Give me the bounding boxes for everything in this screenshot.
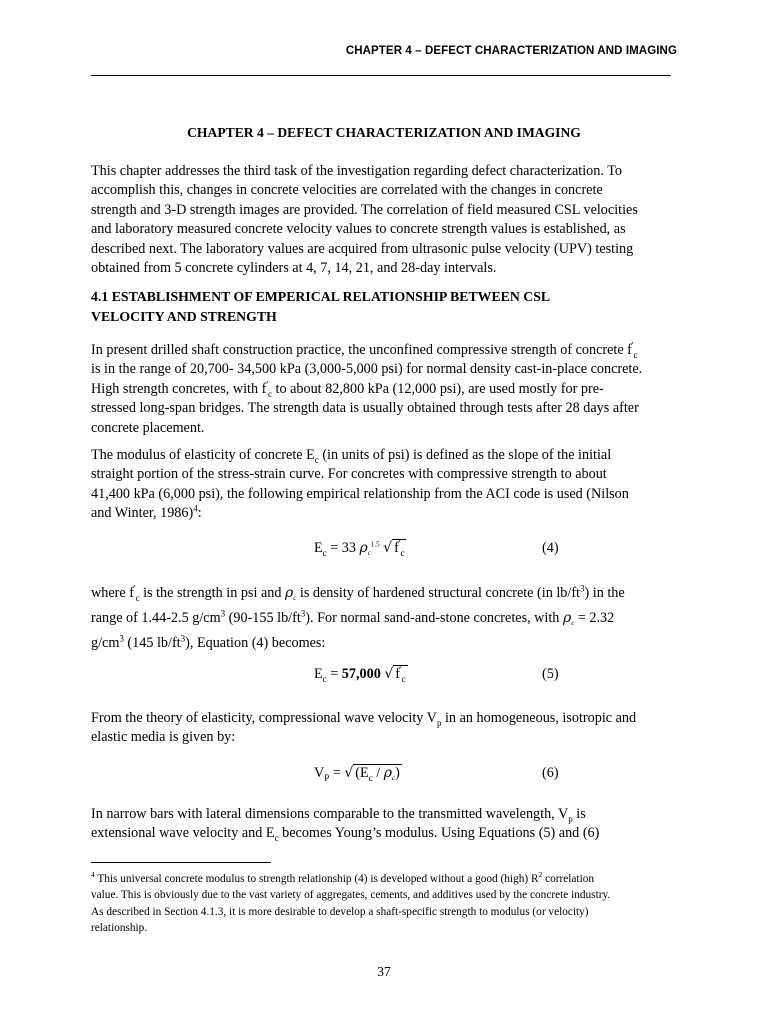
eq-text: =: [326, 666, 342, 682]
rho-symbol: ρ: [383, 765, 392, 781]
prime-mark: ': [398, 538, 401, 549]
subscript: c: [367, 549, 371, 557]
text-run: The modulus of elasticity of concrete E: [91, 447, 315, 463]
subscript: c: [401, 673, 406, 684]
text-line: As described in Section 4.1.3, it is more desirable to develop a shaft-specific strength to modulus (or velocity): [91, 905, 589, 918]
prime-mark: ': [266, 379, 268, 390]
text-line: [91, 380, 677, 399]
subscript: P: [324, 772, 330, 783]
rho-symbol: ρ: [359, 540, 368, 556]
eq-text: /: [372, 765, 384, 781]
text-run: High strength concretes, with f: [91, 380, 267, 397]
text-line: [91, 805, 677, 824]
chapter-title: CHAPTER 4 – DEFECT CHARACTERIZATION AND IMAGING: [187, 125, 581, 140]
superscript: 3: [300, 608, 306, 619]
subscript: c: [274, 833, 279, 844]
text-run: correlation: [542, 873, 595, 885]
eq-symbol: E: [314, 540, 323, 556]
eq-text: ): [395, 765, 400, 781]
text-line: elastic media is given by:: [91, 729, 236, 746]
equation-number: (6): [542, 765, 559, 781]
text-line: straight portion of the stress-strain curve. For concretes with compressive strength to about: [91, 466, 607, 483]
text-line: [91, 582, 677, 607]
intro-line: accomplish this, changes in concrete velocities are correlated with the changes in concrete: [91, 182, 603, 199]
equation-number: (5): [542, 666, 559, 682]
text-run: = 2.32: [574, 610, 615, 626]
text-line: value. This is obviously due to the vast variety of aggregates, cements, and additives used by the concrete industry.: [91, 889, 611, 902]
superscript: 3: [579, 583, 585, 594]
prime-mark: ': [400, 664, 402, 675]
text-line: [91, 824, 677, 843]
intro-line: obtained from 5 concrete cylinders at 4, 7, 14, 21, and 28-day intervals.: [91, 260, 497, 277]
text-run: (90-155 lb/ft: [225, 610, 301, 626]
subscript: c: [293, 594, 297, 602]
text-line: [91, 709, 677, 728]
text-run: is: [572, 806, 586, 822]
subscript: p: [436, 717, 442, 728]
text-run: In narrow bars with lateral dimensions comparable to the transmitted wavelength, V: [91, 806, 569, 822]
footnote: [91, 871, 681, 937]
text-run: This universal concrete modulus to strength relationship (4) is developed without a good (high) R: [94, 873, 539, 885]
equation-4: [314, 540, 406, 557]
intro-paragraph: [91, 162, 677, 278]
section-heading: [91, 287, 677, 327]
text-line: stressed long-span bridges. The strength data is usually obtained through tests after 28 days after: [91, 400, 639, 417]
superscript: 3: [220, 608, 226, 619]
equation-5: [314, 666, 408, 683]
subscript: c: [314, 454, 319, 465]
superscript: 3: [180, 633, 186, 644]
text-line: [91, 871, 681, 887]
text-line: 41,400 kPa (6,000 psi), the following empirical relationship from the ACI code is used (Nilson: [91, 485, 629, 502]
density-paragraph: [91, 582, 677, 655]
rho-symbol: ρ: [284, 585, 294, 601]
subscript: c: [322, 547, 327, 558]
subscript: c: [267, 388, 272, 399]
footnote-ref: 4: [193, 503, 198, 514]
modulus-paragraph: [91, 446, 677, 524]
section-heading-line: 4.1 ESTABLISHMENT OF EMPERICAL RELATIONSHIP BETWEEN CSL: [91, 289, 551, 304]
text-run: In present drilled shaft construction practice, the unconfined compressive strength of concrete f: [91, 342, 632, 358]
radicand: [393, 665, 407, 682]
strength-paragraph: [91, 341, 677, 438]
text-run: in an homogeneous, isotropic and: [441, 710, 637, 726]
section-heading-line: VELOCITY AND STRENGTH: [91, 308, 277, 324]
intro-line: This chapter addresses the third task of the investigation regarding defect characterization. To: [91, 163, 622, 179]
text-line: is in the range of 20,700- 34,500 kPa (3,000-5,000 psi) for normal density cast-in-place concrete.: [91, 361, 643, 378]
footnote-marker: 4: [91, 870, 95, 880]
eq-text: =: [329, 765, 345, 781]
text-run: ) in the: [584, 585, 625, 601]
text-run: g/cm: [91, 635, 120, 651]
eq-symbol: E: [314, 666, 323, 682]
prime-mark: ': [631, 340, 634, 351]
exponent: 1.5: [370, 540, 380, 549]
eq-symbol: f: [394, 540, 399, 556]
subscript: c: [400, 547, 405, 558]
radicand: [353, 764, 402, 781]
eq-symbol: f: [395, 666, 400, 682]
rho-symbol: ρ: [562, 610, 572, 626]
text-run: becomes Young’s modulus. Using Equations (5) and (6): [278, 825, 600, 842]
subscript: c: [322, 673, 327, 684]
page-number: 37: [377, 964, 391, 979]
eq-text: (E: [355, 765, 369, 781]
superscript: 2: [538, 870, 543, 880]
subscript: c: [391, 774, 396, 782]
text-run: From the theory of elasticity, compressional wave velocity V: [91, 710, 437, 726]
text-run: extensional wave velocity and E: [91, 825, 275, 842]
text-run: :: [197, 505, 202, 522]
text-run: ), Equation (4) becomes:: [185, 635, 326, 651]
equation-6: [314, 765, 402, 782]
radical-sign: √: [383, 540, 393, 556]
text-run: and Winter, 1986): [91, 505, 194, 522]
intro-line: and laboratory measured concrete velocity values to concrete strength values is established, as: [91, 221, 626, 238]
subscript: c: [571, 619, 575, 627]
prime-mark: ': [133, 583, 136, 594]
text-line: [91, 446, 677, 465]
superscript: 3: [119, 633, 124, 644]
text-line: [91, 632, 677, 655]
subscript: c: [368, 772, 373, 783]
coefficient: 57,000: [341, 666, 381, 682]
text-run: (145 lb/ft: [123, 635, 181, 651]
running-header: CHAPTER 4 – DEFECT CHARACTERIZATION AND IMAGING: [345, 45, 677, 57]
text-line: relationship.: [91, 922, 148, 935]
radical-sign: √: [384, 666, 394, 682]
radical-sign: √: [344, 765, 354, 781]
subscript: p: [568, 813, 573, 824]
wave-velocity-paragraph: [91, 709, 677, 748]
text-run: (in units of psi) is defined as the slope of the initial: [318, 447, 612, 463]
text-run: where f: [91, 585, 134, 601]
intro-line: described next. The laboratory values are acquired from ultrasonic pulse velocity (UPV) testing: [91, 240, 634, 257]
eq-symbol: V: [314, 765, 325, 781]
text-run: is the strength in psi and: [139, 585, 285, 601]
intro-line: strength and 3-D strength images are provided. The correlation of field measured CSL velocities: [91, 201, 638, 218]
text-run: range of 1.44-2.5 g/cm: [91, 610, 221, 626]
text-line: [91, 607, 677, 632]
text-line: [91, 504, 677, 523]
radicand: [392, 539, 406, 556]
eq-text: = 33: [326, 540, 360, 556]
text-line: concrete placement.: [91, 419, 205, 436]
equation-number: (4): [542, 540, 559, 556]
subscript: c: [135, 592, 140, 603]
text-run: ). For normal sand-and-stone concretes, with: [305, 610, 563, 626]
text-run: is density of hardened structural concrete (in lb/ft: [296, 585, 580, 601]
text-run: to about 82,800 kPa (12,000 psi), are used mostly for pre-: [271, 380, 604, 397]
extensional-paragraph: [91, 805, 677, 844]
subscript: c: [633, 349, 638, 360]
text-line: [91, 341, 677, 360]
footnote-rule: [91, 862, 271, 863]
header-rule: [91, 75, 671, 76]
